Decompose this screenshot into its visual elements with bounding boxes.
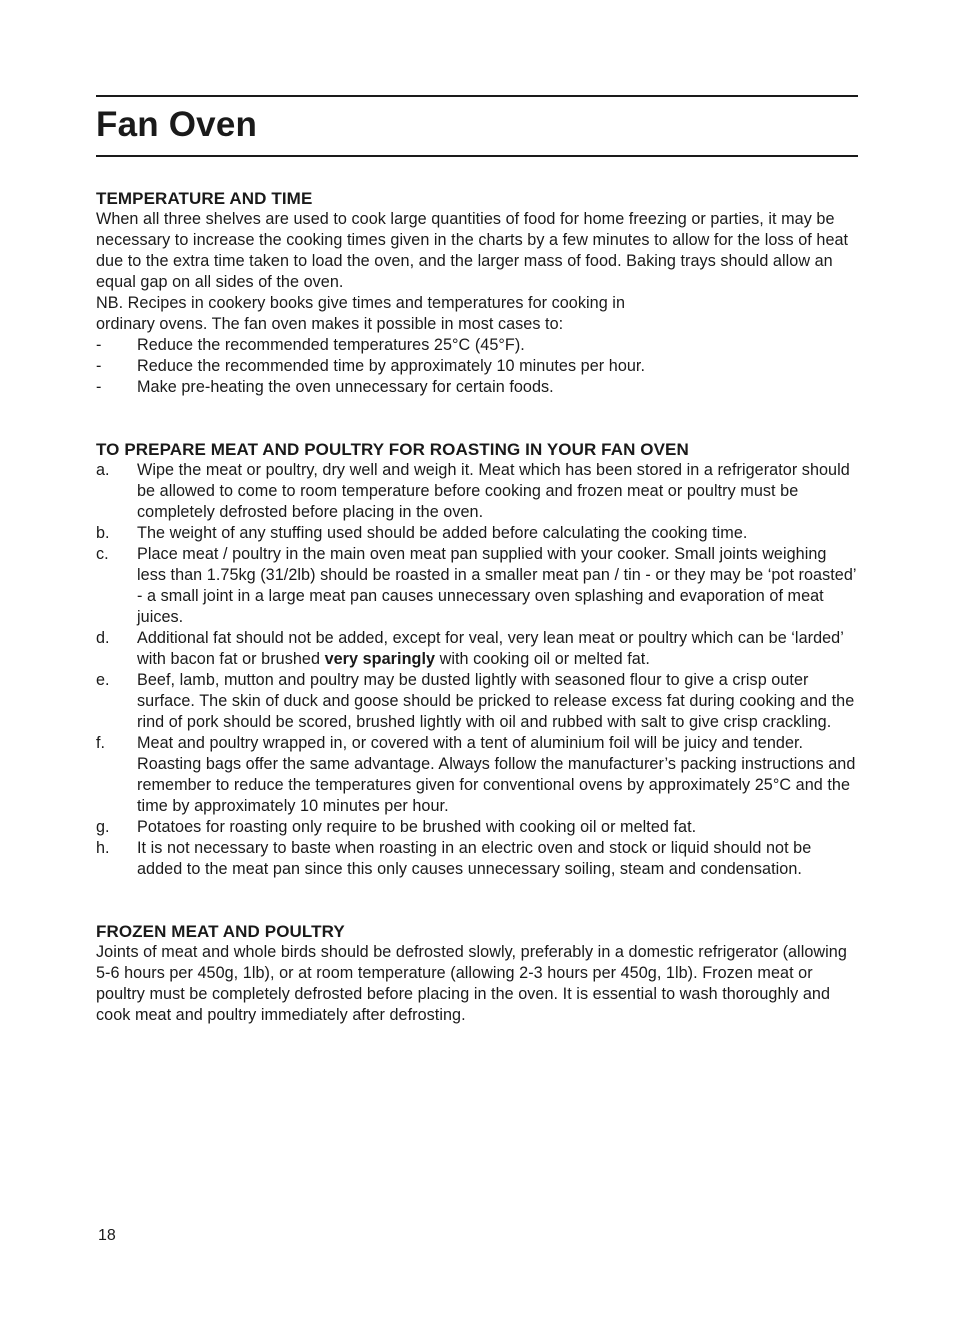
list-marker: b.	[96, 524, 110, 542]
list-item-text: Reduce the recommended temperatures 25°C (45°F).	[137, 336, 525, 354]
list-item-text: Potatoes for roasting only require to be brushed with cooking oil or melted fat.	[137, 818, 697, 836]
roasting-list	[96, 460, 858, 880]
list-marker: f.	[96, 734, 106, 752]
document-page	[96, 95, 858, 1026]
list-item	[96, 670, 858, 733]
list-item	[96, 838, 858, 880]
frozen-heading: FROZEN MEAT AND POULTRY	[96, 922, 345, 941]
frozen-section	[96, 921, 858, 1026]
title-block	[96, 95, 858, 157]
list-item	[96, 523, 858, 544]
temperature-note-line2: ordinary ovens. The fan oven makes it possible in most cases to:	[96, 315, 564, 333]
list-item	[96, 335, 858, 356]
roasting-heading: TO PREPARE MEAT AND POULTRY FOR ROASTING IN YOUR FAN OVEN	[96, 440, 689, 459]
list-item	[96, 356, 858, 377]
frozen-paragraph: Joints of meat and whole birds should be defrosted slowly, preferably in a domestic refrigerator (allowing 5-6 hours per 450g, 1lb), or at room temperature (allowing 2-3 hours per 450g, 1lb). Frozen meat or poultry must be completely defrosted before placing in the oven. It is essential to wash thoroughly and cook meat and poultry immediately after defrosting.	[96, 943, 847, 1024]
temperature-section	[96, 188, 858, 398]
list-marker: -	[96, 357, 102, 375]
list-item	[96, 377, 858, 398]
page-number: 18	[98, 1227, 116, 1244]
list-marker: a.	[96, 461, 110, 479]
list-marker: e.	[96, 671, 110, 689]
temperature-list	[96, 335, 858, 398]
list-marker: -	[96, 336, 102, 354]
list-item-text: Wipe the meat or poultry, dry well and weigh it. Meat which has been stored in a refrigerator should be allowed to come to room temperature before cooking and frozen meat or poultry must be completely defrosted before placing in the oven.	[137, 461, 850, 521]
list-item-text: Make pre-heating the oven unnecessary for certain foods.	[137, 378, 554, 396]
list-item-emphasis: very sparingly	[324, 650, 436, 668]
list-item-text: Reduce the recommended time by approximately 10 minutes per hour.	[137, 357, 646, 375]
list-item-text: Place meat / poultry in the main oven meat pan supplied with your cooker. Small joints weighing less than 1.75kg (31/2lb) should be roasted in a smaller meat pan / tin - or they may be ‘pot roasted’ - a small joint in a large meat pan causes unnecessary oven splashing and evaporation of meat juices.	[137, 545, 856, 626]
roasting-section	[96, 439, 858, 880]
list-item	[96, 460, 858, 523]
list-item-text-before: Additional fat should not be added, except for veal, very lean meat or poultry which can be ‘larded’ with bacon fat or brushed	[137, 629, 844, 668]
list-item-text: The weight of any stuffing used should be added before calculating the cooking time.	[137, 524, 748, 542]
list-item	[96, 733, 858, 817]
list-item-text: Beef, lamb, mutton and poultry may be dusted lightly with seasoned flour to give a crisp outer surface. The skin of duck and goose should be pricked to release excess fat during cooking and the rind of pork should be scored, brushed lightly with oil and rubbed with salt to give crisp crackling.	[137, 671, 855, 731]
list-marker: -	[96, 378, 102, 396]
temperature-heading: TEMPERATURE AND TIME	[96, 189, 313, 208]
list-item	[96, 817, 858, 838]
list-marker: d.	[96, 629, 110, 647]
page-title: Fan Oven	[96, 105, 258, 144]
list-item	[96, 544, 858, 628]
list-item	[96, 628, 858, 670]
list-marker: h.	[96, 839, 110, 857]
list-marker: c.	[96, 545, 109, 563]
list-item-text: It is not necessary to baste when roasting in an electric oven and stock or liquid should not be added to the meat pan since this only causes unnecessary soiling, steam and condensation.	[137, 839, 812, 878]
list-item-text-after: with cooking oil or melted fat.	[435, 650, 650, 668]
temperature-paragraph: When all three shelves are used to cook large quantities of food for home freezing or parties, it may be necessary to increase the cooking times given in the charts by a few minutes to allow for the loss of heat due to the extra time taken to load the oven, and the larger mass of food. Baking trays should allow an equal gap on all sides of the oven.	[96, 210, 849, 291]
list-item-text: Meat and poultry wrapped in, or covered with a tent of aluminium foil will be juicy and tender. Roasting bags offer the same advantage. Always follow the manufacturer’s packing instructions and remember to reduce the temperatures given for conventional ovens by approximately 25°C and the time by approximately 10 minutes per hour.	[137, 734, 856, 815]
temperature-note-line1: NB. Recipes in cookery books give times and temperatures for cooking in	[96, 294, 625, 312]
list-marker: g.	[96, 818, 110, 836]
